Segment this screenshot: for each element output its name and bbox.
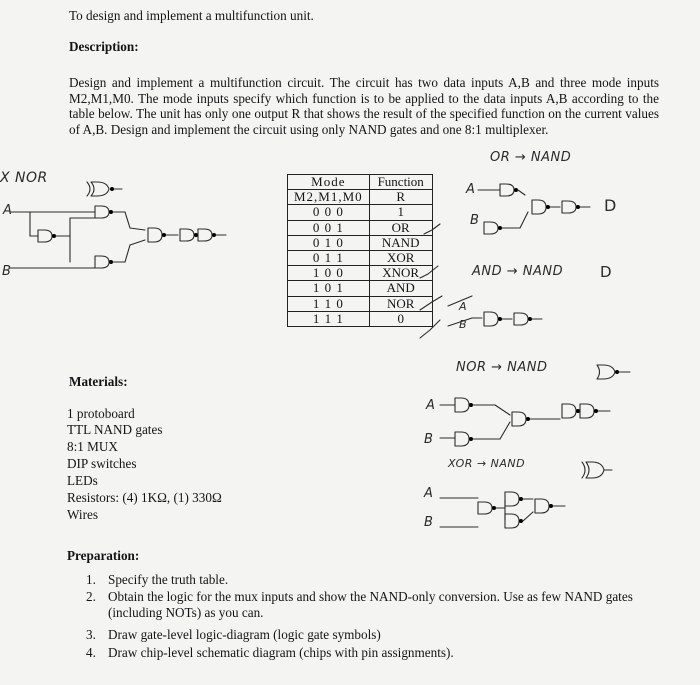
description-heading: Description: [69,39,139,54]
handwritten-input-label: A [426,398,436,413]
step-text: Obtain the logic for the mux inputs and show the NAND-only conversion. Use as few NAND gates (including NOTs) as you can. [108,589,633,620]
mode-cell: 0 1 1 [288,250,370,265]
material-item: 1 protoboard [67,406,135,421]
handwritten-input-label: A [3,203,13,218]
step-text: Draw gate-level logic-diagram (logic gate symbols) [108,627,381,642]
function-cell: NOR [369,296,432,311]
material-item: DIP switches [67,456,137,471]
page-title: To design and implement a multifunction unit. [69,8,314,23]
mode-cell: 0 0 1 [288,220,370,235]
mode-cell: 1 0 1 [288,281,370,296]
handwritten-input-label: B [424,515,434,530]
material-item: Wires [67,507,98,522]
function-cell: NAND [369,235,432,250]
step-number: 4. [86,645,96,660]
step-number: 3. [86,627,96,642]
xnor-nand-circuit [10,206,226,268]
handwritten-input-label: B [424,432,434,447]
handwritten-xnor-label: X NOR [0,170,48,186]
function-cell: 0 [369,311,432,326]
step-number: 2. [86,589,96,604]
handwritten-input-label: A [424,486,434,501]
handwritten-xor-nand-label: XOR → NAND [448,457,526,470]
handwritten-or-nand-label: OR → NAND [490,150,572,165]
handwritten-nor-nand-label: NOR → NAND [456,360,548,375]
handwritten-input-label: B [2,264,12,279]
mode-cell: 1 1 1 [288,311,370,326]
function-cell: AND [369,281,432,296]
step-number: 1. [86,572,96,587]
step-text: Draw chip-level schematic diagram (chips with pin assignments). [108,645,454,660]
material-item: TTL NAND gates [67,422,163,437]
handwritten-and-nand-label: AND → NAND [472,264,564,279]
handwritten-d-label: D [600,263,613,281]
step-text: Specify the truth table. [108,572,229,587]
mode-cell: 0 0 0 [288,205,370,220]
xor-nand-circuit [440,462,612,528]
function-header: Function [369,175,432,190]
function-cell: 1 [369,205,432,220]
handwritten-input-label: B [459,318,468,331]
material-item: LEDs [67,473,98,488]
preparation-heading: Preparation: [67,548,140,563]
function-cell: XOR [369,250,432,265]
description-paragraph: Design and implement a multifunction circuit. The circuit has two data inputs A,B and three mode inputs M2,M1,M0. The mode inputs specify which function is to be applied to the data inputs A,B according to the table below. The unit has only one output R that shows the result of the specified function on the current values of A,B. Design and implement the circuit using only NAND gates and one 8:1 multiplexer. [69,75,659,137]
mode-cell: 1 1 0 [288,296,370,311]
function-cell: XNOR [369,266,432,281]
handwritten-input-label: A [466,182,476,197]
mode-cell: 1 0 0 [288,266,370,281]
mode-subheader: M2,M1,M0 [288,190,370,205]
function-subheader: R [369,190,432,205]
function-cell: OR [369,220,432,235]
handwritten-input-label: A [459,300,468,313]
handwritten-input-label: B [470,213,480,228]
nor-nand-circuit [440,365,630,446]
material-item: 8:1 MUX [67,439,118,454]
xnor-gate-symbol [87,182,122,196]
mode-cell: 0 1 0 [288,235,370,250]
or-nand-circuit [478,184,590,234]
and-nand-circuit [448,296,542,326]
materials-heading: Materials: [69,374,128,389]
handwritten-d-label: D [604,196,617,215]
material-item: Resistors: (4) 1KΩ, (1) 330Ω [67,490,222,505]
table-check-marks [420,224,442,338]
mode-header: Mode [288,175,370,190]
